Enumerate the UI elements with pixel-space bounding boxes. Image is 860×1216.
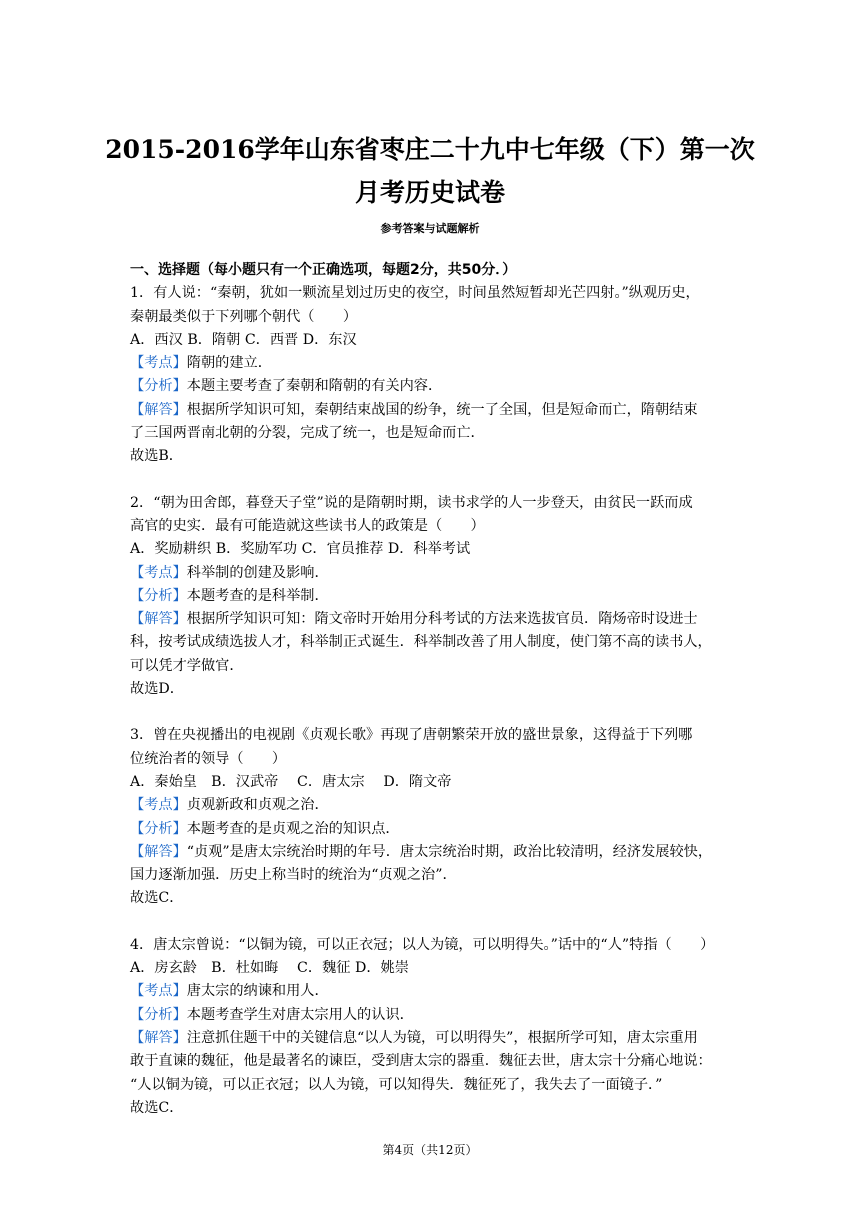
jieda-line: 了三国两晋南北朝的分裂，完成了统一，也是短命而亡． bbox=[130, 425, 485, 442]
page-footer: 第4页（共12页） bbox=[382, 1143, 478, 1157]
question-3 bbox=[130, 724, 730, 910]
kaodian-tag: 【考点】 bbox=[130, 355, 187, 372]
jieda-line: 敢于直谏的魏征，他是最著名的谏臣，受到唐太宗的器重．魏征去世，唐太宗十分痛心地说： bbox=[130, 1053, 712, 1070]
question-4 bbox=[130, 934, 730, 1120]
fenxi-text: 本题考查学生对唐太宗用人的认识． bbox=[186, 1006, 414, 1023]
jieda-text: 根据所学知识可知：隋文帝时开始用分科考试的方法来选拔官员．隋炀帝时设进士 bbox=[186, 611, 698, 628]
jieda-line: 科，按考试成绩选拔人才，科举制正式诞生．科举制改善了用人制度，使门第不高的读书人， bbox=[130, 634, 712, 651]
question-stem-line: 2．“朝为田舍郎，暮登天子堂”说的是隋朝时期，读书求学的人一步登天，由贫民一跃而成 bbox=[130, 494, 693, 511]
kaodian-line bbox=[130, 980, 730, 1003]
question-2 bbox=[130, 492, 730, 702]
kaodian-line bbox=[130, 562, 730, 585]
answer-line: 故选D． bbox=[130, 681, 184, 698]
kaodian-text: 贞观新政和贞观之治． bbox=[186, 797, 329, 814]
jieda-line bbox=[130, 841, 730, 864]
question-options: A．秦始皇 B．汉武帝 C．唐太宗 D．隋文帝 bbox=[130, 773, 452, 790]
fenxi-line bbox=[130, 585, 730, 608]
kaodian-line bbox=[130, 794, 730, 817]
jieda-tag: 【解答】 bbox=[130, 1029, 187, 1046]
question-options: A．奖励耕织 B．奖励军功 C．官员推荐 D．科举考试 bbox=[130, 541, 471, 558]
question-stem-line: 高官的史实．最有可能造就这些读书人的政策是（ ） bbox=[130, 517, 485, 534]
fenxi-text: 本题主要考查了秦朝和隋朝的有关内容． bbox=[186, 378, 443, 395]
jieda-text: 注意抓住题干中的关键信息“以人为镜，可以明得失”，根据所学可知，唐太宗重用 bbox=[186, 1029, 698, 1046]
jieda-line: “人以铜为镜，可以正衣冠；以人为镜，可以知得失．魏征死了，我失去了一面镜子．” bbox=[130, 1076, 663, 1093]
jieda-tag: 【解答】 bbox=[130, 611, 187, 628]
page-title-line2: 月考历史试卷 bbox=[354, 178, 505, 207]
section-title: 一、选择题（每小题只有一个正确选项，每题2分，共50分．） bbox=[130, 262, 517, 278]
question-options: A．西汉 B．隋朝 C．西晋 D．东汉 bbox=[130, 331, 357, 348]
jieda-text: 根据所学知识可知，秦朝结束战国的纷争，统一了全国，但是短命而亡，隋朝结束 bbox=[186, 401, 698, 418]
fenxi-tag: 【分析】 bbox=[130, 1006, 187, 1023]
jieda-tag: 【解答】 bbox=[130, 843, 187, 860]
fenxi-line bbox=[130, 375, 730, 398]
jieda-tag: 【解答】 bbox=[130, 401, 187, 418]
jieda-line: 国力逐渐加强．历史上称当时的统治为“贞观之治”． bbox=[130, 867, 457, 884]
fenxi-text: 本题考查的是贞观之治的知识点． bbox=[186, 820, 400, 837]
question-stem-line: 3．曾在央视播出的电视剧《贞观长歌》再现了唐朝繁荣开放的盛世景象，这得益于下列哪 bbox=[130, 727, 693, 744]
kaodian-tag: 【考点】 bbox=[130, 564, 187, 581]
fenxi-line bbox=[130, 1004, 730, 1027]
kaodian-tag: 【考点】 bbox=[130, 983, 187, 1000]
jieda-line: 可以凭才学做官． bbox=[130, 657, 244, 674]
question-stem-line: 秦朝最类似于下列哪个朝代（ ） bbox=[130, 308, 358, 325]
page-subtitle: 参考答案与试题解析 bbox=[380, 222, 480, 235]
fenxi-text: 本题考查的是科举制． bbox=[186, 587, 329, 604]
kaodian-text: 唐太宗的纳谏和用人． bbox=[186, 983, 329, 1000]
question-options: A．房玄龄 B．杜如晦 C．魏征 D．姚崇 bbox=[130, 960, 409, 977]
jieda-line bbox=[130, 1027, 730, 1050]
answer-line: 故选C． bbox=[130, 1099, 184, 1116]
answer-line: 故选C． bbox=[130, 890, 184, 907]
kaodian-line bbox=[130, 352, 730, 375]
answer-line: 故选B． bbox=[130, 448, 183, 465]
kaodian-tag: 【考点】 bbox=[130, 797, 187, 814]
exam-content bbox=[130, 259, 730, 1143]
question-stem-line: 1．有人说：“秦朝，犹如一颗流星划过历史的夜空，时间虽然短暂却光芒四射。”纵观历史， bbox=[130, 285, 700, 302]
jieda-text: “贞观”是唐太宗统治时期的年号．唐太宗统治时期，政治比较清明，经济发展较快， bbox=[186, 843, 713, 860]
jieda-line bbox=[130, 399, 730, 422]
page-title-line1: 2015-2016学年山东省枣庄二十九中七年级（下）第一次 bbox=[105, 135, 755, 164]
jieda-line bbox=[130, 608, 730, 631]
kaodian-text: 隋朝的建立． bbox=[186, 355, 272, 372]
question-stem-line: 位统治者的领导（ ） bbox=[130, 750, 287, 767]
fenxi-tag: 【分析】 bbox=[130, 820, 187, 837]
fenxi-tag: 【分析】 bbox=[130, 378, 187, 395]
question-stem-line: 4．唐太宗曾说：“以铜为镜，可以正衣冠；以人为镜，可以明得失。”话中的“人”特指（ ） bbox=[130, 936, 715, 953]
fenxi-tag: 【分析】 bbox=[130, 587, 187, 604]
question-1 bbox=[130, 282, 730, 468]
fenxi-line bbox=[130, 818, 730, 841]
kaodian-text: 科举制的创建及影响． bbox=[186, 564, 329, 581]
